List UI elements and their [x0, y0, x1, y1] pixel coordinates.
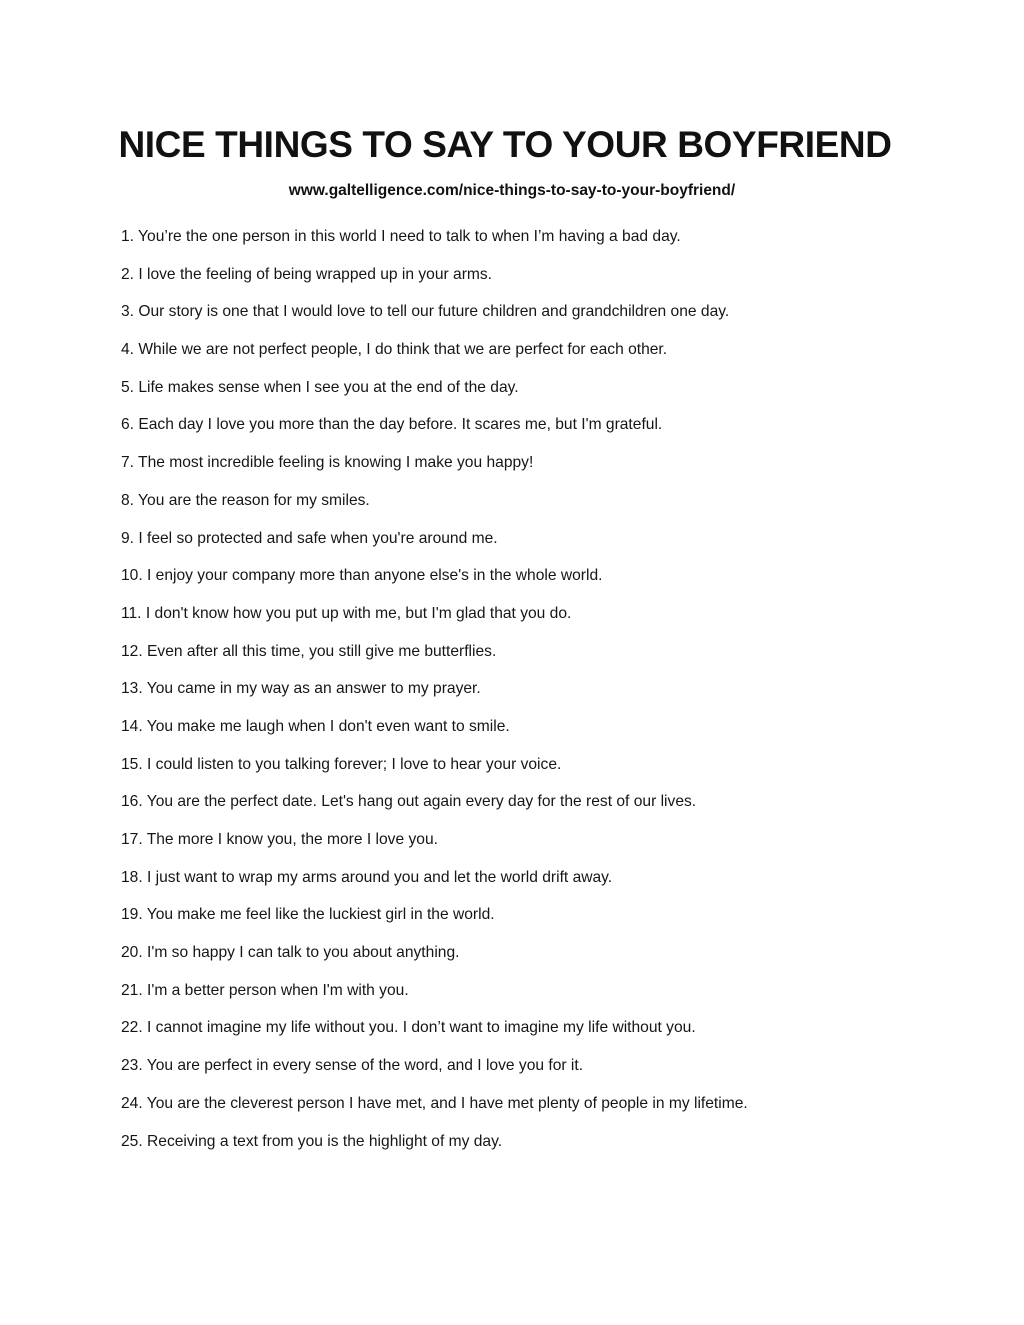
phrase-list — [121, 227, 748, 1169]
list-item: 3. Our story is one that I would love to tell our future children and grandchildren one day. — [121, 303, 730, 321]
list-item: 14. You make me laugh when I don't even want to smile. — [121, 717, 510, 735]
source-url: www.galtelligence.com/nice-things-to-say-to-your-boyfriend/ — [288, 182, 736, 199]
list-item: 2. I love the feeling of being wrapped up in your arms. — [121, 265, 493, 283]
list-item: 1. You’re the one person in this world I need to talk to when I’m having a bad day. — [121, 228, 681, 245]
list-item: 19. You make me feel like the luckiest girl in the world. — [121, 906, 495, 924]
list-item: 21. I'm a better person when I'm with you. — [121, 981, 409, 999]
list-item: 7. The most incredible feeling is knowing I make you happy! — [121, 454, 534, 472]
list-item: 9. I feel so protected and safe when you're around me. — [121, 529, 498, 547]
list-item: 13. You came in my way as an answer to my prayer. — [121, 680, 481, 698]
list-item: 15. I could listen to you talking forever; I love to hear your voice. — [121, 755, 562, 773]
list-item: 8. You are the reason for my smiles. — [121, 491, 370, 509]
list-item: 10. I enjoy your company more than anyone else's in the whole world. — [121, 567, 603, 585]
list-item: 5. Life makes sense when I see you at the end of the day. — [121, 378, 519, 396]
list-item: 17. The more I know you, the more I love you. — [121, 831, 438, 848]
page-title: NICE THINGS TO SAY TO YOUR BOYFRIEND — [118, 124, 892, 165]
list-item: 23. You are perfect in every sense of the word, and I love you for it. — [121, 1057, 584, 1075]
list-item: 16. You are the perfect date. Let's hang out again every day for the rest of our lives. — [121, 793, 697, 811]
list-item: 18. I just want to wrap my arms around you and let the world drift away. — [121, 868, 613, 886]
list-item: 24. You are the cleverest person I have met, and I have met plenty of people in my lifetime. — [121, 1094, 748, 1112]
list-item: 20. I'm so happy I can talk to you about anything. — [121, 944, 460, 962]
list-item: 11. I don't know how you put up with me, but I'm glad that you do. — [121, 604, 572, 622]
list-item: 12. Even after all this time, you still give me butterflies. — [121, 642, 497, 660]
list-item: 22. I cannot imagine my life without you. I don’t want to imagine my life without you. — [121, 1019, 696, 1037]
list-item: 4. While we are not perfect people, I do think that we are perfect for each other. — [121, 341, 668, 359]
list-item: 6. Each day I love you more than the day before. It scares me, but I'm grateful. — [121, 416, 663, 434]
list-item: 25. Receiving a text from you is the highlight of my day. — [121, 1132, 503, 1150]
